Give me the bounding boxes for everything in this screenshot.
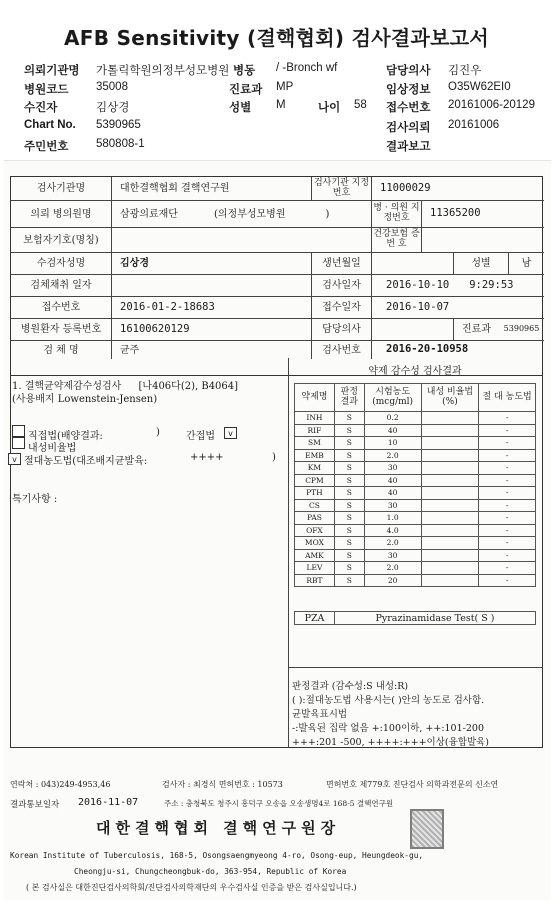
- drug-table-cell: -: [479, 474, 536, 487]
- receipt-date: 2016-10-07: [372, 297, 544, 319]
- drug-table-cell: -: [479, 549, 536, 562]
- header-label: 주민번호: [24, 141, 69, 153]
- dept-value: 5390965: [499, 319, 544, 341]
- drug-table-cell: -: [479, 562, 536, 575]
- doctor-value: [372, 319, 454, 341]
- remarks-label: 특기사항 :: [12, 494, 58, 505]
- exam-org-code: 11000029: [372, 177, 544, 201]
- drug-table-cell: 30: [364, 499, 421, 512]
- header-value: 김상경: [96, 102, 130, 114]
- footer-report-date: 2016-11-07: [78, 797, 139, 808]
- specimen-date-value: [112, 275, 312, 297]
- legend-box: [288, 667, 543, 748]
- drug-table-cell: S: [334, 462, 364, 475]
- exam-org-value: 대한결핵협회 결핵연구원: [112, 177, 312, 201]
- req-hosp-label: 의뢰 병의원명: [11, 201, 112, 228]
- table-row: [295, 512, 536, 525]
- footer-contact: 연락처 : 043)249-4953,46: [10, 780, 111, 789]
- drug-table-cell: S: [334, 512, 364, 525]
- header-label: 담당의사: [386, 65, 431, 77]
- drug-table-cell: S: [334, 487, 364, 500]
- footer-inspector: 검사자 : 최경식 면허번호 : 10573: [162, 780, 283, 789]
- drug-table-cell: [421, 424, 479, 437]
- official-seal: [410, 809, 444, 849]
- drug-table-cell: RIF: [295, 424, 335, 437]
- reg-no: 16100620129: [112, 319, 312, 341]
- specimen-value: 균주: [112, 341, 312, 359]
- drug-table-header-cell: 시험농도 (mcg/ml): [364, 384, 421, 412]
- doctor-label: 담당의사: [312, 319, 372, 341]
- drug-table-cell: -: [479, 424, 536, 437]
- pza-row: [294, 611, 536, 625]
- footer-address-kr: 주소 : 충청북도 청주시 흥덕구 오송읍 오송생명4로 168-5 결핵연구원: [164, 799, 394, 808]
- drug-table-cell: [421, 524, 479, 537]
- drug-table: [294, 383, 536, 587]
- drug-table-cell: 30: [364, 462, 421, 475]
- drug-table-cell: -: [479, 449, 536, 462]
- drug-table-cell: 1.0: [364, 512, 421, 525]
- pza-label: PZA: [295, 612, 335, 624]
- drug-table-cell: 4.0: [364, 524, 421, 537]
- header-label: 성별: [229, 102, 252, 114]
- drug-table-cell: S: [334, 537, 364, 550]
- footer-notice: ( 본 검사실은 대한진단검사의학회/진단검사의학재단의 우수검사실 인증을 받은 검사실입니다.): [26, 883, 357, 892]
- report-paper: [4, 160, 551, 900]
- drug-table-cell: S: [334, 562, 364, 575]
- health-ins-value: [422, 228, 544, 253]
- drug-table-cell: [421, 437, 479, 450]
- table-row: [295, 524, 536, 537]
- drug-table-cell: S: [334, 412, 364, 425]
- exam-date: 2016-10-10: [386, 278, 450, 291]
- patient-name: 김상경: [112, 253, 312, 275]
- drug-table-cell: -: [479, 499, 536, 512]
- abs-label: 절대농도법(대조배지균발육:: [24, 456, 148, 467]
- footer-addr-en1: Korean Institute of Tuberculosis, 168-5, Osongsaengmyeong 4-ro, Osong-eup, Heungdeok-gu,: [10, 851, 424, 860]
- header-value: / -Bronch wf: [276, 62, 338, 74]
- ratio-label: 내성비율법: [28, 443, 77, 454]
- exam-org-label: 검사기관명: [11, 177, 112, 201]
- header-value: O35W62EI0: [448, 81, 511, 93]
- drug-table-cell: SM: [295, 437, 335, 450]
- insured-label: 보험자기호(명칭): [11, 228, 112, 253]
- drug-table-cell: [421, 487, 479, 500]
- exam-no: 2016-20-10958: [386, 343, 469, 356]
- drug-table-cell: RBT: [295, 574, 335, 587]
- drug-table-cell: [421, 499, 479, 512]
- direct-label: 직접법(배양결과:: [28, 431, 103, 442]
- footer-org-name: 대한결핵협회 결핵연구원장: [96, 819, 341, 837]
- drug-table-cell: [421, 537, 479, 550]
- drug-table-header-cell: 약제명: [295, 384, 335, 412]
- drug-table-cell: INH: [295, 412, 335, 425]
- indirect-label: 간접법: [186, 431, 215, 442]
- drug-table-cell: 0.2: [364, 412, 421, 425]
- legend-line1: 판정결과 (감수성:S 내성:R): [292, 681, 409, 692]
- drug-table-cell: AMK: [295, 549, 335, 562]
- drug-table-cell: S: [334, 524, 364, 537]
- specimen-date-label: 검체채취 일자: [11, 275, 112, 297]
- exam-time: 9:29:53: [469, 278, 514, 291]
- drug-table-cell: -: [479, 574, 536, 587]
- header-value: 20161006: [448, 119, 500, 131]
- drug-table-cell: MOX: [295, 537, 335, 550]
- reg-no-label: 병원환자 등록번호: [11, 319, 112, 341]
- table-row: [295, 424, 536, 437]
- ratio-checkbox[interactable]: [12, 437, 25, 449]
- exam-no-label: 검사번호: [312, 341, 372, 359]
- drug-table-cell: 40: [364, 424, 421, 437]
- header-value: MP: [276, 81, 294, 93]
- header-label: Chart No.: [24, 119, 76, 131]
- abs-checkbox[interactable]: v: [8, 453, 21, 465]
- header-label: 검사의뢰: [386, 122, 431, 134]
- header-value: 580808-1: [96, 138, 145, 150]
- header-label: 수진자: [24, 102, 58, 114]
- table-row: [295, 474, 536, 487]
- drug-table-cell: CPM: [295, 474, 335, 487]
- header-value: M: [276, 99, 286, 111]
- drug-table-cell: LEV: [295, 562, 335, 575]
- drug-table-cell: -: [479, 512, 536, 525]
- header-label: 나이: [318, 102, 341, 114]
- drug-table-cell: PAS: [295, 512, 335, 525]
- test-medium: (사용배지 Lowenstein-Jensen): [12, 394, 158, 405]
- header-label: 병동: [233, 65, 256, 77]
- pza-value: Pyrazinamidase Test( S ): [375, 612, 495, 624]
- drug-table-cell: [421, 474, 479, 487]
- footer-license: 면허번호 제779호 진단검사 의학과전문의 신소연: [326, 780, 499, 789]
- legend-line5: +++:201 -500, ++++:+++이상(융합발육): [292, 737, 490, 748]
- drug-table-cell: -: [479, 537, 536, 550]
- header-label: 진료과: [229, 84, 263, 96]
- drug-table-cell: S: [334, 449, 364, 462]
- drug-table-cell: 40: [364, 474, 421, 487]
- drug-table-cell: [421, 512, 479, 525]
- legend-line2: ( ):절대농도법 사용시는( )안의 농도로 검사함.: [292, 695, 485, 706]
- table-row: [295, 562, 536, 575]
- birth-label: 생년월일: [312, 253, 372, 275]
- header-label: 의뢰기관명: [24, 65, 80, 77]
- drug-table-cell: S: [334, 474, 364, 487]
- patient-label: 수검자성명: [11, 253, 112, 275]
- direct-close: ): [156, 427, 160, 438]
- drug-table-cell: -: [479, 412, 536, 425]
- table-row: [295, 574, 536, 587]
- report-title: AFB Sensitivity (결핵협회) 검사결과보고서: [64, 26, 489, 50]
- drug-table-cell: -: [479, 462, 536, 475]
- legend-line4: -:발육된 집락 없음 +:100이하, ++:101-200: [292, 723, 484, 734]
- drug-table-cell: [421, 412, 479, 425]
- hosp-code-label: 병 · 의원 지정번호: [372, 201, 422, 228]
- drug-table-cell: 40: [364, 487, 421, 500]
- receipt-no-label: 접수번호: [11, 297, 112, 319]
- direct-checkbox[interactable]: [12, 425, 25, 437]
- exam-date-label: 검사일자: [312, 275, 372, 297]
- header-value: 가톨릭학원의정부성모병원: [96, 65, 230, 77]
- drug-table-cell: [421, 562, 479, 575]
- receipt-no: 2016-01-2-18683: [112, 297, 312, 319]
- drug-table-cell: -: [479, 437, 536, 450]
- health-ins-label: 건강보험 증 번 호: [372, 228, 422, 253]
- insured-value: [112, 228, 372, 253]
- drug-table-cell: 30: [364, 549, 421, 562]
- header-value: 5390965: [96, 119, 141, 131]
- drug-table-cell: S: [334, 549, 364, 562]
- header-label: 임상정보: [386, 84, 431, 96]
- table-row: [295, 449, 536, 462]
- drug-table-header-cell: 내성 비율법(%): [421, 384, 479, 412]
- table-row: [295, 412, 536, 425]
- header-label: 접수번호: [386, 102, 431, 114]
- drug-table-cell: S: [334, 437, 364, 450]
- drug-table-cell: 2.0: [364, 537, 421, 550]
- abs-growth: ++++: [190, 452, 224, 463]
- drug-table-cell: PTH: [295, 487, 335, 500]
- table-row: [295, 499, 536, 512]
- drug-table-cell: OFX: [295, 524, 335, 537]
- exam-date-cell: [372, 275, 544, 297]
- drug-table-cell: S: [334, 499, 364, 512]
- drug-table-cell: 2.0: [364, 449, 421, 462]
- drug-table-cell: [421, 574, 479, 587]
- test-code: [나406다(2), B4064]: [138, 381, 239, 392]
- drug-table-title: 약제 감수성 검사결과: [368, 366, 462, 377]
- drug-table-cell: EMB: [295, 449, 335, 462]
- header-value: 58: [354, 99, 367, 111]
- drug-table-cell: -: [479, 524, 536, 537]
- birth-value: [372, 253, 454, 275]
- req-hosp-cell: [112, 201, 372, 228]
- indirect-checkbox[interactable]: v: [224, 427, 237, 439]
- header-value: 김진우: [448, 65, 482, 77]
- sex-value: 남: [509, 253, 544, 275]
- drug-table-header-cell: 절 대 농도법: [479, 384, 536, 412]
- drug-table-cell: [421, 449, 479, 462]
- req-hosp-close: ): [325, 208, 330, 220]
- drug-table-cell: 20: [364, 574, 421, 587]
- drug-table-header-cell: 판정 결과: [334, 384, 364, 412]
- drug-table-cell: S: [334, 574, 364, 587]
- table-row: [295, 487, 536, 500]
- drug-table-cell: -: [479, 487, 536, 500]
- drug-table-header: [295, 384, 536, 412]
- abs-close: ): [272, 452, 276, 463]
- drug-table-cell: KM: [295, 462, 335, 475]
- table-row: [295, 537, 536, 550]
- table-row: [295, 437, 536, 450]
- sex-label: 성별: [454, 253, 509, 275]
- dept-label: 진료과: [454, 319, 499, 341]
- drug-table-cell: S: [334, 424, 364, 437]
- drug-table-cell: 10: [364, 437, 421, 450]
- req-hosp-sub: (의정부성모병원: [213, 208, 286, 220]
- drug-table-cell: CS: [295, 499, 335, 512]
- legend-line3: 균발육표시법: [292, 709, 348, 720]
- req-hosp-value: 삼광의료재단: [120, 208, 178, 220]
- header-label: 병원코드: [24, 84, 69, 96]
- header-value: 20161006-20129: [448, 99, 535, 111]
- drug-table-cell: [421, 462, 479, 475]
- exam-org-code-label: 검사기관 지정번호: [312, 177, 372, 201]
- test-name: 1. 결핵균약제감수성검사: [12, 381, 122, 392]
- table-row: [295, 549, 536, 562]
- hosp-code: 11365200: [422, 201, 544, 228]
- info-form: [10, 176, 543, 376]
- drug-table-cell: 2.0: [364, 562, 421, 575]
- specimen-label: 검 체 명: [11, 341, 112, 359]
- header-value: 35008: [96, 81, 128, 93]
- drug-table-body: [295, 412, 536, 587]
- footer-report-date-label: 결과통보일자: [10, 800, 60, 810]
- table-row: [295, 462, 536, 475]
- footer-addr-en2: Cheongju-si, Chungcheongbuk-do, 363-954, Republic of Korea: [74, 867, 347, 876]
- receipt-date-label: 접수일자: [312, 297, 372, 319]
- drug-table-cell: [421, 549, 479, 562]
- header-label: 결과보고: [386, 141, 431, 153]
